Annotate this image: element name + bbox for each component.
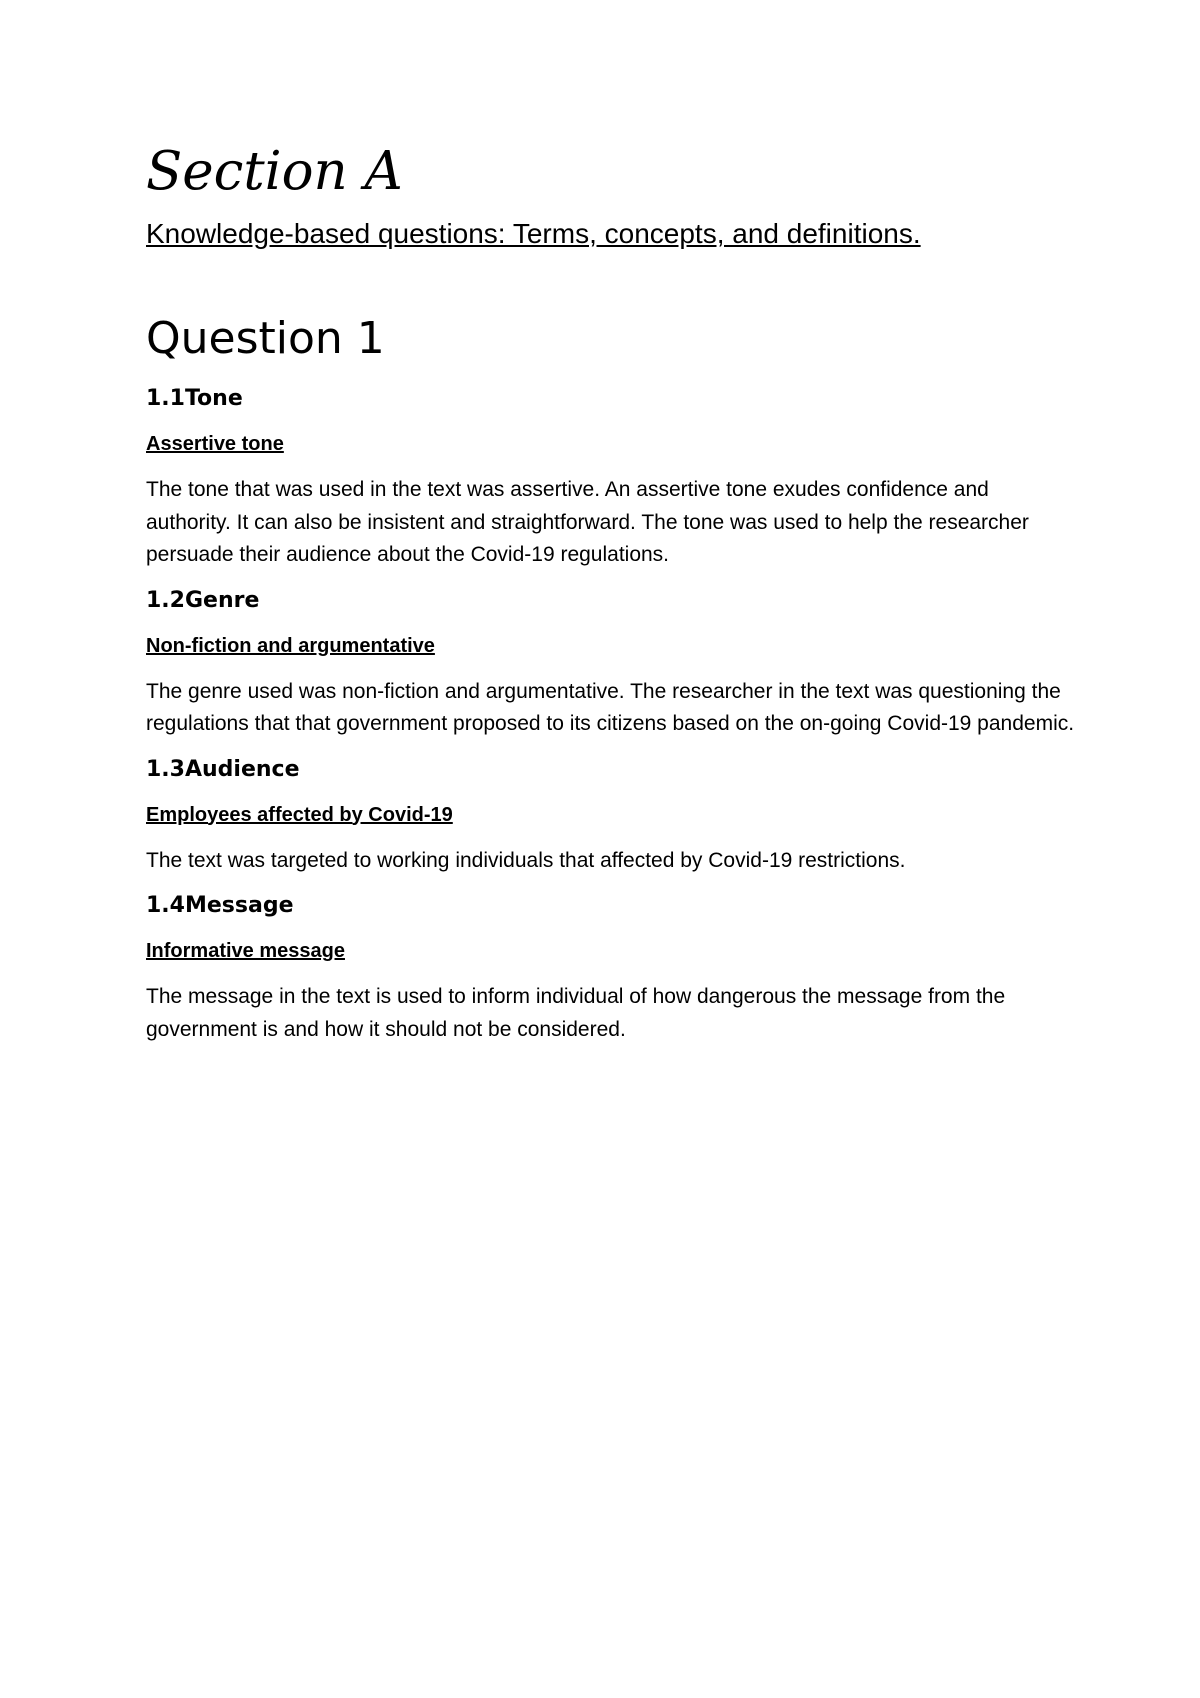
- item-body: The tone that was used in the text was assertive. An assertive tone exudes confidence and authority. It can also be insistent and straightforward. The tone was used to help the researcher persuade their audience about the Covid-19 regulations.: [146, 478, 1029, 566]
- item-subheading: Informative message: [146, 940, 345, 962]
- item-heading: 1.1Tone: [146, 386, 243, 411]
- item-body: The text was targeted to working individuals that affected by Covid-19 restrictions.: [146, 848, 906, 872]
- question-item-audience: [146, 755, 1076, 878]
- question-title: Question 1: [146, 313, 385, 364]
- item-subheading: Assertive tone: [146, 433, 284, 455]
- item-heading: 1.4Message: [146, 893, 294, 918]
- item-subheading: Non-fiction and argumentative: [146, 634, 435, 657]
- question-item-genre: [146, 586, 1076, 741]
- item-body: The message in the text is used to inform individual of how dangerous the message from the government is and how it should not be considered.: [146, 985, 1006, 1041]
- section-title: Section A: [146, 141, 403, 202]
- document-page: [146, 140, 1076, 1046]
- item-body: The genre used was non-fiction and argumentative. The researcher in the text was questioning the regulations that that government proposed to its citizens based on the on-going Covid-19 pandemic.: [146, 679, 1075, 735]
- item-heading: 1.3Audience: [146, 756, 300, 782]
- section-subtitle: Knowledge-based questions: Terms, concepts, and definitions.: [146, 218, 921, 249]
- item-heading: 1.2Genre: [146, 587, 260, 613]
- question-item-message: [146, 891, 1076, 1046]
- question-item-tone: [146, 384, 1076, 572]
- item-subheading: Employees affected by Covid-19: [146, 803, 453, 826]
